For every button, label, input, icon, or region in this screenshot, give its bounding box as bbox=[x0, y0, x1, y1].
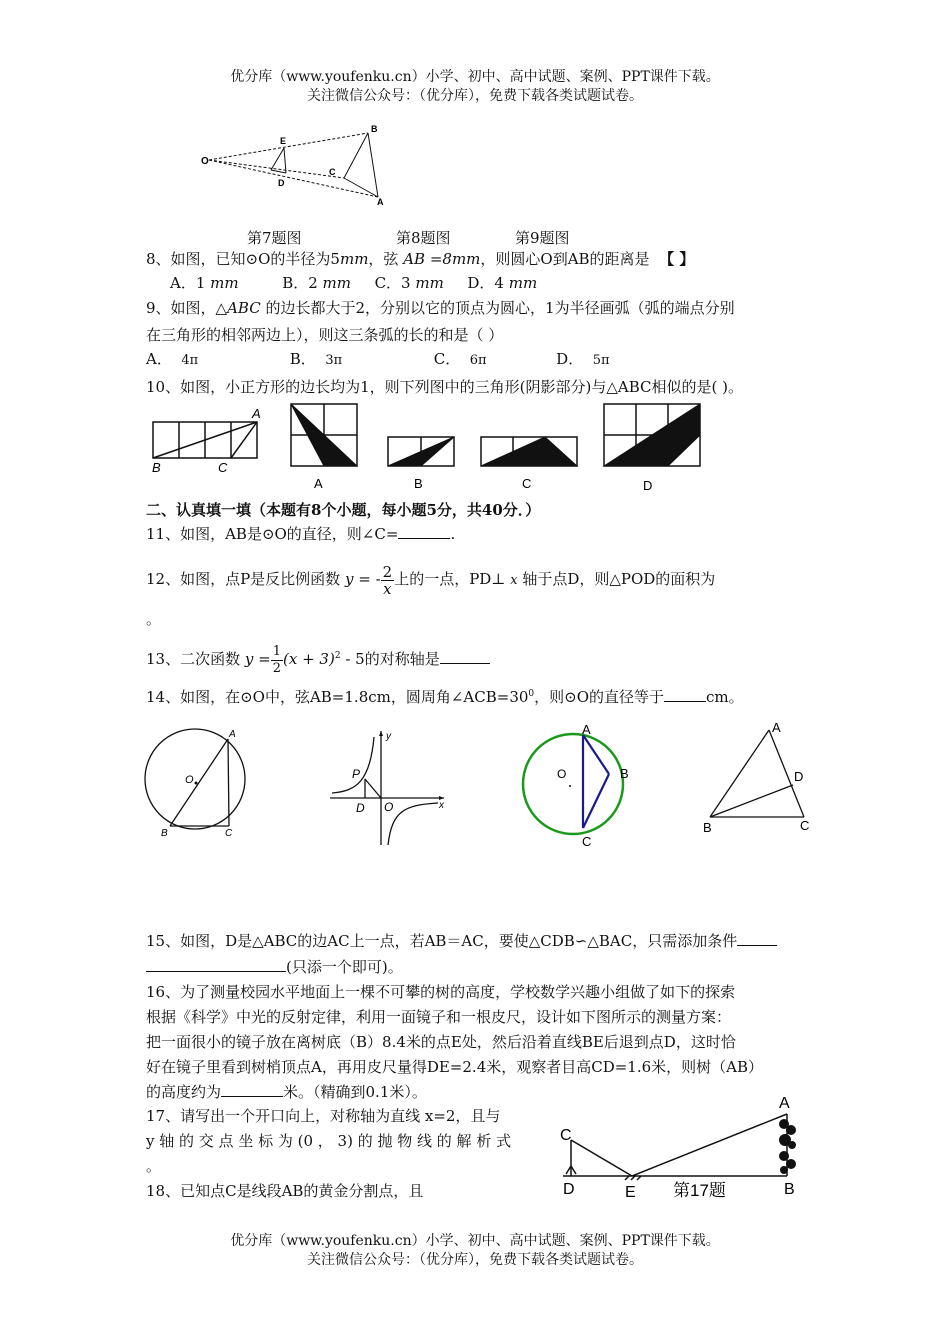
q14-stem bbox=[146, 683, 744, 708]
header-line-2: 关注微信公众号：（优分库），免费下载各类试题试卷。 bbox=[307, 88, 643, 104]
q9-option-c-val: 6π bbox=[469, 353, 487, 368]
fig14-label-c: C bbox=[582, 834, 592, 849]
q8-option-d: D．4 bbox=[467, 274, 504, 292]
q10-option-label-c: C bbox=[522, 476, 532, 491]
fig12-label-o: O bbox=[384, 800, 394, 814]
fig12-diagram bbox=[326, 727, 450, 852]
q11-stem bbox=[146, 523, 455, 545]
q8-option-c: C．3 bbox=[374, 274, 411, 292]
q13-stem bbox=[146, 638, 490, 677]
q12-text-a: 12、如图，点P是反比例函数 bbox=[146, 570, 341, 588]
caption-fig9: 第9题图 bbox=[515, 229, 570, 247]
q9-option-b-val: 3π bbox=[325, 353, 343, 368]
q9-line-2: 在三角形的相邻两边上），则这三条弧的长的和是（ ） bbox=[146, 326, 504, 344]
q9-option-d-val: 5π bbox=[592, 353, 610, 368]
q8-option-a: A．1 bbox=[170, 274, 206, 292]
q8-option-a-unit: mm bbox=[210, 274, 239, 292]
q8-unit: mm bbox=[339, 250, 369, 268]
fig7-label-b: B bbox=[371, 124, 378, 134]
fig7-diagram bbox=[196, 120, 396, 208]
q17-line-2: y 轴 的 交 点 坐 标 为 (0 ， 3) 的 抛 物 线 的 解 析 式 bbox=[146, 1132, 512, 1150]
q12-text-c: 轴于点D，则△POD的面积为 bbox=[522, 570, 716, 588]
section2-title: 二、认真填一填（本题有8个小题，每小题5分，共40分．） bbox=[146, 501, 541, 519]
q8-bracket: 【 】 bbox=[659, 250, 695, 268]
fig17-title: 第17题 bbox=[673, 1181, 726, 1200]
q13-expr: (x + 3) bbox=[283, 650, 335, 668]
q9-option-a-val: 4π bbox=[181, 353, 199, 368]
fig17-label-c: C bbox=[560, 1127, 572, 1144]
fig12-label-y: y bbox=[386, 731, 391, 742]
q9-options bbox=[146, 348, 610, 372]
q14-degree: 0 bbox=[528, 689, 535, 699]
fig15-label-d: D bbox=[794, 769, 804, 784]
q15-text: 15、如图，D是△ABC的边AC上一点，若AB＝AC，要使△CDB∽△BAC，只需添加条件 bbox=[146, 932, 738, 950]
q12-stem bbox=[146, 560, 715, 600]
q10-option-label-a: A bbox=[314, 476, 323, 491]
fig15-label-a: A bbox=[772, 720, 781, 735]
q11-answer-blank[interactable] bbox=[398, 524, 450, 539]
q9-option-c-label: C． bbox=[433, 350, 461, 368]
q10-stem: 10、如图，小正方形的边长均为1，则下列图中的三角形(阴影部分)与△ABC相似的是( )。 bbox=[146, 378, 743, 396]
q9-text-b: 的边长都大于2，分别以它的顶点为圆心，1为半径画弧（弧的端点分别 bbox=[265, 299, 735, 317]
q13-numerator: 1 bbox=[272, 643, 281, 659]
fig15-label-b: B bbox=[703, 820, 712, 834]
fig12-label-x: x bbox=[439, 800, 444, 811]
q10-figures bbox=[146, 400, 716, 496]
q16-line5-b: 米。（精确到0.1米）。 bbox=[283, 1083, 427, 1101]
q14-text-a: 14、如图，在⊙O中，弦AB=1.8cm，圆周角∠ACB=30 bbox=[146, 688, 529, 706]
q16-line-3: 把一面很小的镜子放在离树底（B）8.4米的点E处，然后沿着直线BE后退到点D，这时恰 bbox=[146, 1033, 736, 1051]
fig17-label-d: D bbox=[563, 1181, 575, 1198]
fig7-label-d: D bbox=[278, 178, 285, 188]
q15-line-2 bbox=[146, 956, 403, 978]
q13-fraction bbox=[271, 644, 283, 677]
q16-line5-a: 的高度约为 bbox=[146, 1083, 222, 1101]
q10-ref-label-b: B bbox=[152, 460, 161, 475]
q8-expr: AB =8mm bbox=[403, 250, 481, 268]
q12-x: x bbox=[510, 573, 518, 588]
q13-power: 2 bbox=[334, 651, 341, 661]
q13-text-b: 的对称轴是 bbox=[364, 650, 440, 668]
caption-fig7: 第7题图 bbox=[247, 229, 302, 247]
fig14-label-a: A bbox=[582, 722, 591, 737]
q9-option-d-label: D． bbox=[556, 350, 584, 368]
header-line-1: 优分库（www.youfenku.cn）小学、初中、高中试题、案例、PPT课件下载。 bbox=[230, 69, 720, 85]
q11-text: 11、如图，AB是⊙O的直径，则∠C= bbox=[146, 525, 399, 543]
q8-option-d-unit: mm bbox=[508, 274, 538, 292]
q8-stem bbox=[146, 248, 694, 270]
q12-numerator: 2 bbox=[382, 562, 393, 581]
q13-tail: - 5 bbox=[340, 650, 365, 668]
q17-line-1: 17、请写出一个开口向上，对称轴为直线 x=2，且与 bbox=[146, 1107, 501, 1125]
fig12-label-d: D bbox=[356, 801, 365, 815]
fig15-label-c: C bbox=[800, 818, 810, 833]
fig17-label-b: B bbox=[784, 1181, 795, 1198]
q16-answer-blank[interactable] bbox=[221, 1082, 283, 1097]
q10-option-label-b: B bbox=[414, 476, 423, 491]
q9-tri: △ABC bbox=[215, 299, 261, 317]
q9-option-b-label: B． bbox=[289, 350, 316, 368]
fig11-label-b: B bbox=[161, 828, 168, 839]
fig7-label-c: C bbox=[329, 167, 336, 177]
q13-answer-blank[interactable] bbox=[440, 649, 490, 664]
q8-text-b: ，弦 bbox=[368, 250, 399, 268]
q15-answer-blank-1[interactable] bbox=[737, 931, 777, 946]
q11-end: . bbox=[450, 525, 456, 543]
q8-options bbox=[170, 272, 537, 294]
q18-stem: 18、已知点C是线段AB的黄金分割点，且 bbox=[146, 1182, 424, 1200]
fig11-diagram bbox=[140, 725, 252, 840]
q12-eq: = - bbox=[358, 570, 381, 588]
fig17-label-e: E bbox=[625, 1184, 636, 1201]
q16-line-4: 好在镜子里看到树梢顶点A，再用皮尺量得DE=2.4米，观察者目高CD=1.6米，则树（AB） bbox=[146, 1058, 764, 1076]
q13-y: y bbox=[244, 650, 254, 668]
fig12-label-p: P bbox=[352, 767, 361, 781]
fig7-label-o: O bbox=[201, 156, 209, 167]
fig14-label-o: O bbox=[557, 767, 567, 781]
fig11-label-a: A bbox=[229, 729, 236, 740]
q13-denominator: 2 bbox=[272, 660, 281, 676]
q14-answer-blank[interactable] bbox=[664, 687, 706, 702]
fig15-diagram bbox=[700, 716, 812, 834]
q10-ref-label-c: C bbox=[218, 460, 228, 475]
q8-text-a: 8、如图，已知⊙O的半径为5 bbox=[146, 250, 340, 268]
footer-line-1: 优分库（www.youfenku.cn）小学、初中、高中试题、案例、PPT课件下载。 bbox=[230, 1233, 720, 1249]
q9-option-a-label: A． bbox=[146, 350, 172, 368]
q8-option-b-unit: mm bbox=[322, 274, 351, 292]
q15-answer-blank-2[interactable] bbox=[146, 957, 286, 972]
q9-text-a: 9、如图， bbox=[146, 299, 216, 317]
q12-fraction bbox=[381, 564, 395, 597]
q15-stem bbox=[146, 930, 777, 952]
q10-ref-label-a: A bbox=[252, 406, 261, 421]
q10-option-label-d: D bbox=[643, 478, 653, 493]
fig11-label-c: C bbox=[225, 828, 233, 839]
q14-text-b: ，则⊙O的直径等于 bbox=[534, 688, 665, 706]
q13-eq: = bbox=[258, 650, 271, 668]
q12-line-2: 。 bbox=[146, 610, 162, 628]
q12-text-b: 上的一点，PD⊥ bbox=[394, 570, 506, 588]
q8-text-c: ，则圆心O到AB的距离是 bbox=[480, 250, 650, 268]
caption-fig8: 第8题图 bbox=[396, 229, 451, 247]
fig17-diagram bbox=[555, 1090, 815, 1204]
fig14-label-b: B bbox=[620, 766, 629, 781]
fig17-label-a: A bbox=[779, 1095, 790, 1112]
q15-line2-text: (只添一个即可)。 bbox=[286, 958, 403, 976]
fig14-diagram bbox=[518, 718, 638, 852]
q13-text-a: 13、二次函数 bbox=[146, 650, 241, 668]
fig11-label-o: O bbox=[185, 774, 194, 786]
q12-denominator: x bbox=[383, 579, 392, 598]
q16-line-2: 根据《科学》中光的反射定律，利用一面镜子和一根皮尺，设计如下图所示的测量方案： bbox=[146, 1008, 732, 1026]
fig7-label-e: E bbox=[280, 136, 287, 146]
footer-line-2: 关注微信公众号：（优分库），免费下载各类试题试卷。 bbox=[307, 1252, 643, 1268]
q9-line-1 bbox=[146, 297, 735, 319]
q16-line-5 bbox=[146, 1081, 427, 1103]
q16-line-1: 16、为了测量校园水平地面上一棵不可攀的树的高度，学校数学兴趣小组做了如下的探索 bbox=[146, 983, 736, 1001]
q8-option-c-unit: mm bbox=[415, 274, 444, 292]
q8-option-b: B．2 bbox=[282, 274, 318, 292]
q12-y: y bbox=[344, 570, 354, 588]
q14-text-c: cm。 bbox=[706, 688, 744, 706]
fig7-label-a: A bbox=[377, 197, 384, 207]
q17-line-3: 。 bbox=[146, 1157, 162, 1175]
